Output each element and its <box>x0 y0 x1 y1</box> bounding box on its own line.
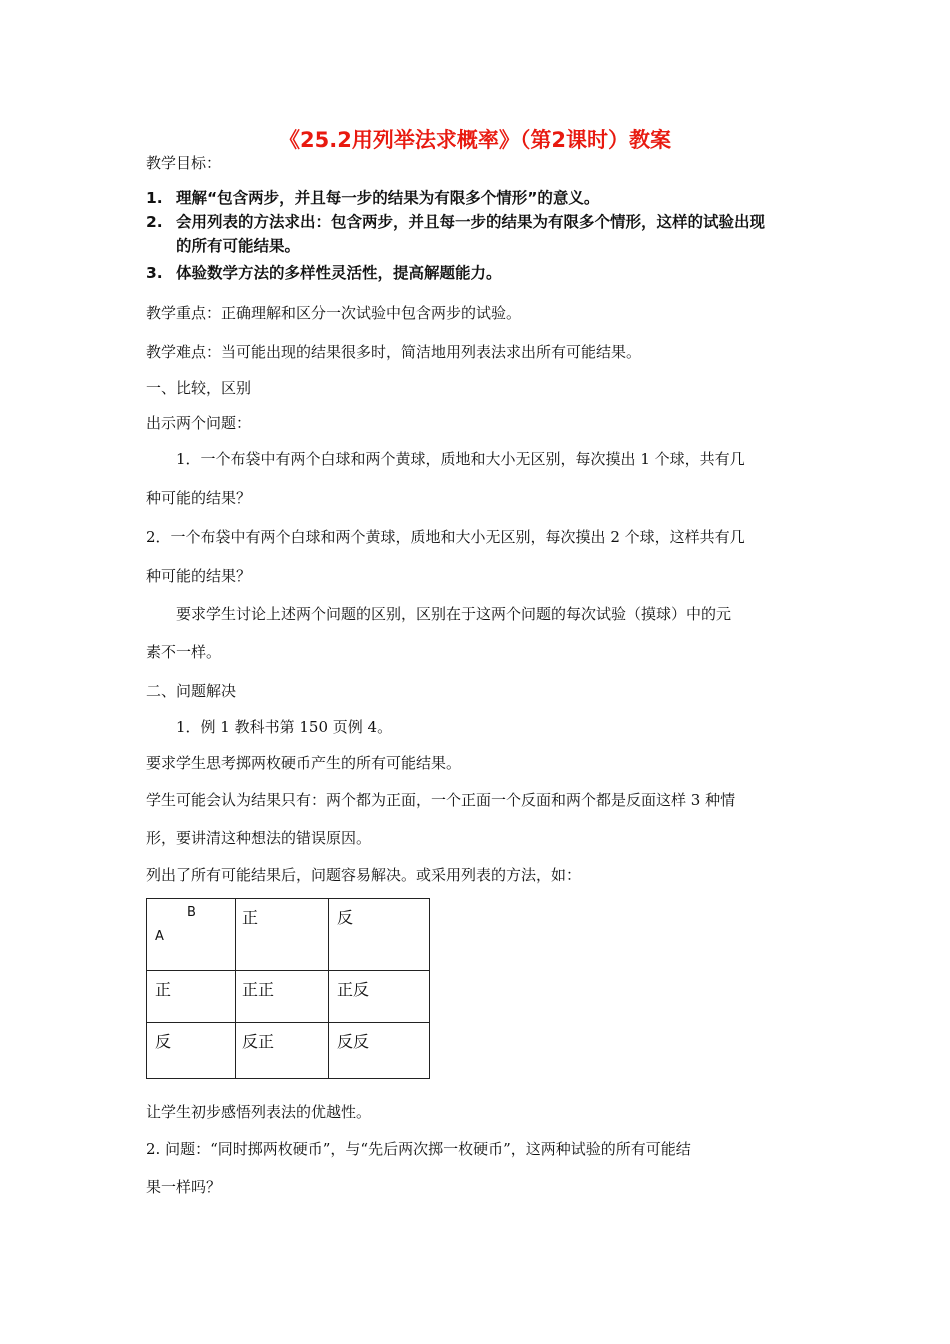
section-1-heading: 一、比较，区别 <box>146 379 252 397</box>
table-corner-cell <box>147 899 236 971</box>
paragraph-student-line-2: 形，要讲清这种想法的错误原因。 <box>146 829 372 847</box>
objective-number: 1. <box>146 189 163 207</box>
question-1-line-1: 1．一个布袋中有两个白球和两个黄球，质地和大小无区别，每次摸出 1 个球，共有几 <box>176 450 745 468</box>
paragraph-student-line-1: 学生可能会认为结果只有：两个都为正面，一个正面一个反面和两个都是反面这样 3 种情 <box>146 791 736 809</box>
table-col-header <box>236 899 329 971</box>
col-header-text: 反 <box>337 908 354 927</box>
objective-1 <box>146 186 599 208</box>
question-coins-line-2: 果一样吗？ <box>146 1178 222 1196</box>
table-header-row <box>147 899 430 971</box>
table-row-header <box>147 1023 236 1079</box>
objective-text: 体验数学方法的多样性灵活性，提高解题能力。 <box>176 264 502 282</box>
objective-2 <box>146 210 765 232</box>
difficulty: 教学难点：当可能出现的结果很多时，简洁地用列表法求出所有可能结果。 <box>146 343 642 361</box>
corner-label-b: B <box>187 905 196 920</box>
row-header-text: 正 <box>155 980 172 999</box>
requirement-line-1: 要求学生讨论上述两个问题的区别，区别在于这两个问题的每次试验（摸球）中的元 <box>176 605 732 623</box>
row-header-text: 反 <box>155 1032 172 1051</box>
table-cell <box>329 971 430 1023</box>
table-row <box>147 1023 430 1079</box>
objective-text: 理解“包含两步，并且每一步的结果为有限多个情形”的意义。 <box>176 189 600 207</box>
cell-text: 正反 <box>337 980 370 999</box>
objective-2-continued: 的所有可能结果。 <box>176 237 301 255</box>
question-1-line-2: 种可能的结果？ <box>146 489 252 507</box>
paragraph-advantage: 让学生初步感悟列表法的优越性。 <box>146 1103 372 1121</box>
objectives-heading: 教学目标： <box>146 154 222 172</box>
section-1-intro: 出示两个问题： <box>146 414 252 432</box>
table-cell <box>236 1023 329 1079</box>
cell-text: 正正 <box>242 980 275 999</box>
objective-text: 会用列表的方法求出：包含两步，并且每一步的结果为有限多个情形，这样的试验出现 <box>176 213 766 231</box>
table-row-header <box>147 971 236 1023</box>
table-cell <box>329 1023 430 1079</box>
coin-outcome-table <box>146 898 430 1079</box>
objective-number: 2. <box>146 213 163 231</box>
question-2-line-1: 2．一个布袋中有两个白球和两个黄球，质地和大小无区别，每次摸出 2 个球，这样共有几 <box>146 528 745 546</box>
objective-number: 3. <box>146 264 163 282</box>
table-col-header <box>329 899 430 971</box>
cell-text: 反正 <box>242 1032 275 1051</box>
paragraph-list-method: 列出了所有可能结果后，问题容易解决。或采用列表的方法，如： <box>146 866 582 884</box>
page-title: 《25.2用列举法求概率》（第2课时）教案 <box>279 128 671 152</box>
paragraph-think: 要求学生思考掷两枚硬币产生的所有可能结果。 <box>146 754 462 772</box>
question-2-line-2: 种可能的结果？ <box>146 567 252 585</box>
example-line: 1．例 1 教科书第 150 页例 4。 <box>176 718 393 736</box>
table-row <box>147 971 430 1023</box>
question-coins-line-1: 2. 问题：“同时掷两枚硬币”，与“先后两次掷一枚硬币”，这两种试验的所有可能结 <box>146 1140 691 1158</box>
table-cell <box>236 971 329 1023</box>
objective-3 <box>146 261 502 283</box>
corner-label-a: A <box>155 929 164 944</box>
requirement-line-2: 素不一样。 <box>146 643 222 661</box>
key-point: 教学重点：正确理解和区分一次试验中包含两步的试验。 <box>146 304 522 322</box>
col-header-text: 正 <box>242 908 259 927</box>
cell-text: 反反 <box>337 1032 370 1051</box>
section-2-heading: 二、问题解决 <box>146 682 237 700</box>
